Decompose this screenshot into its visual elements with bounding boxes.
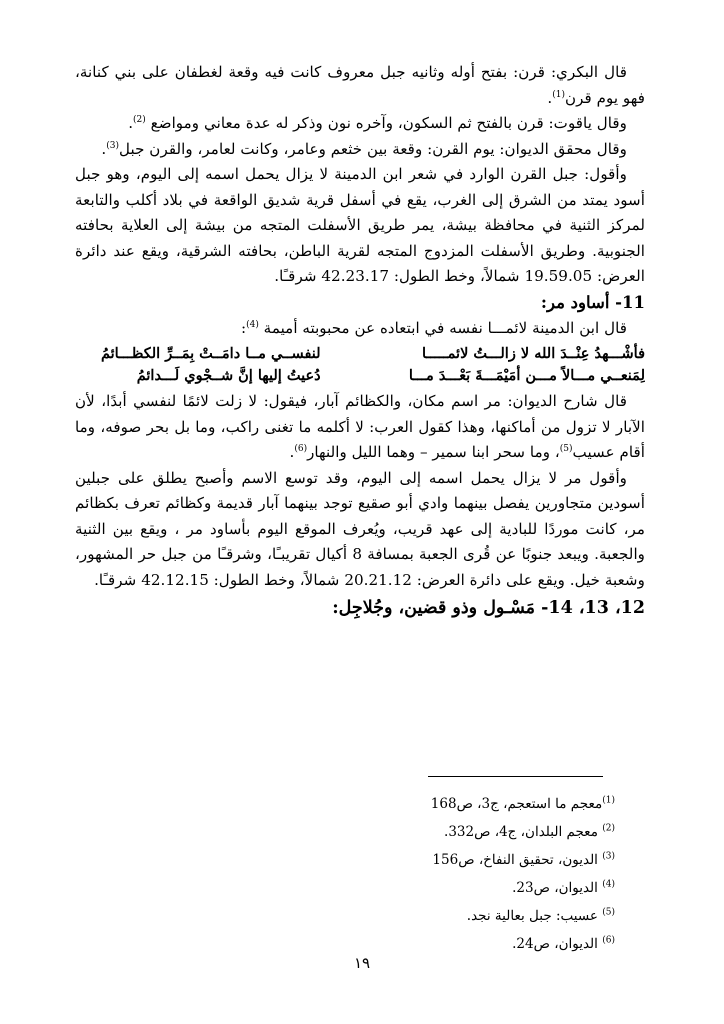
paragraph-yaqut: وقال ياقوت: قرن بالفتح ثم السكون، وآخره نون وذكر له عدة معاني ومواضع $^{(2)}$.	[128, 114, 627, 132]
footnote-text: الديون، تحقيق النفاخ، ص156	[432, 852, 598, 868]
paragraph-bakri: قال البكري: قرن: بفتح أوله وثانيه جبل معروف كانت فيه وقعة لغطفان على بني كنانة، فهو يوم قرن$^{(1)}$.	[75, 63, 645, 107]
footnote-mark: (4)	[602, 879, 615, 890]
verse-line	[75, 365, 645, 387]
footnote	[75, 846, 615, 874]
footnote-mark: (6)	[602, 935, 615, 946]
footnote-text: الديوان، ص23.	[512, 880, 598, 896]
verse-first-hemistich: لِمَنعــي مـــالاً مـــن أمَيْمَـــةَ بَعْـــدَ مـــا	[408, 367, 645, 384]
footnote-mark: (3)	[602, 851, 615, 862]
footnote-text: الديوان، ص24.	[512, 936, 598, 952]
footnote-ref[interactable]: (5)	[559, 443, 573, 454]
footnote-text: معجم البلدان، ج4، ص332.	[444, 824, 598, 840]
footnote	[75, 874, 615, 902]
paragraph-author-marr	[75, 466, 645, 594]
section-heading-12-14: 12، 13، 14- مَسْـول وذو قضين، وجُلاجِل:	[332, 598, 645, 618]
footnote-divider	[428, 776, 603, 777]
footnotes	[75, 790, 615, 958]
footnote-text: معجم ما استعجم، ج3، ص168	[430, 796, 603, 812]
paragraph-text: وما سحر ابنا سمير – وهما الليل والنهار	[307, 443, 551, 461]
footnote-ref[interactable]: (6)	[294, 443, 308, 454]
verse-second-hemistich: لنفســي مــا دامَــتْ بِمَــرِّ الكظـــائمُ	[100, 345, 321, 362]
paragraph-text: وقال محقق الديوان: يوم القرن: وقعة بين خثعم وعامر، وكانت لعامر، والقرن جبل	[119, 139, 627, 158]
paragraph-text: وأقول: جبل القرن الوارد في شعر ابن الدمينة لا يزال يحمل اسمه إلى اليوم، وهو جبل أسود يمتد من الشرق إلى الغرب، يقع في أسفل قرية شديق الواقعة في بلاد أكلب والتابعة لمركز الثنية في محافظة بيشة، يمر طريق الأسفلت المتجه من بيشة إلى العلاية بحافته الجنوبية. وطريق الأسفلت المزدوج المتجه لقرية الباطن، بحافته الشرقية، ويقع عند دائرة العرض: 19.59.05 شمالاً، وخط الطول: 42.23.17 شرقـًا.	[75, 165, 645, 285]
paragraph-text: قال البكري: قرن: بفتح أوله وثانيه جبل معروف كانت فيه وقعة لغطفان على بني كنانة، فهو يوم قرن	[75, 63, 645, 107]
paragraph-muhaqqiq: وقال محقق الديوان: يوم القرن: وقعة بين خثعم وعامر، وكانت لعامر، والقرن جبل$^{(3)}$.	[101, 139, 627, 158]
footnote-ref[interactable]: (3)	[106, 140, 119, 151]
paragraph-text: وأقول مر لا يزال يحمل اسمه إلى اليوم، وقد توسع الاسم وأصبح يطلق على جبلين أسودين متجاورين يفصل بينهما وادي أبو صقيع توجد بينهما آبار قديمة وكظائم تعرف بكظائم مر، كانت موردًا للبادية إلى عهد قريب، ويُعرف الموقع اليوم بأساود مر ، ويقع بين الثنية والجعبة. ويبعد جنوبًا عن قُرى الجعبة بمسافة 8 أكيال تقريبـًا، وشرقـًا من جبل حر المشهور، وشعبة خيل. ويقع على دائرة العرض: 20.21.12 شمالاً، وخط الطول: 42.12.15 شرقـًا.	[75, 468, 645, 589]
footnote-ref[interactable]: (1)	[552, 89, 565, 100]
footnote-ref[interactable]: (4)	[246, 319, 259, 330]
paragraph-text: قال ابن الدمينة لائمـــا نفسه في ابتعاده عن محبوبته أميمة	[263, 318, 627, 337]
paragraph-text: وقال ياقوت: قرن بالفتح ثم السكون، وآخره نون وذكر له عدة معاني ومواضع	[150, 114, 627, 132]
paragraph-commentary: قال شارح الديوان: مر اسم مكان، والكظائم آبار، فيقول: لا زلت لائمًا لنفسي أبدًا، لأن الآبار لا تزول من أماكنها، وهذا كقول العرب: لا أكلمه ما تغنى راكب، وما بل بحر صوفه، وما أقام عسيب$^{(5)}$، وما سحر ابنا سمير – وهما الليل والنهار$^{(6)}$.	[75, 392, 645, 461]
page-body	[75, 60, 645, 623]
paragraph-author-qarn	[75, 162, 645, 290]
footnote-mark: (2)	[602, 823, 615, 834]
verse-line	[75, 343, 645, 365]
verse-second-hemistich: دُعيتُ إليها إنَّ شــجْوي لَـــدائمُ	[136, 367, 321, 384]
footnote-ref[interactable]: (2)	[133, 114, 146, 125]
footnote	[75, 902, 615, 930]
verse-first-hemistich: فأشْـــهدُ عِنْــدَ الله لا زالـــتُ لائمـــــا	[422, 345, 645, 362]
footnote	[75, 790, 615, 818]
section-heading-11: 11- أساود مر:	[540, 292, 645, 312]
footnote-mark: (1)	[602, 795, 615, 806]
footnote-text: عسيب: جبل بعالية نجد.	[466, 908, 598, 924]
poem-verses	[75, 343, 645, 387]
page-number: ١٩	[353, 954, 371, 972]
footnote-mark: (5)	[602, 907, 615, 918]
footnote	[75, 818, 615, 846]
poem-intro: قال ابن الدمينة لائمـــا نفسه في ابتعاده عن محبوبته أميمة $^{(4)}$:	[240, 318, 627, 337]
paragraph-text: قال شارح الديوان: مر اسم مكان، والكظائم آبار، فيقول: لا زلت لائمًا لنفسي أبدًا، لأن الآبار لا تزول من أماكنها، وهذا كقول العرب: لا أكلمه ما تغنى راكب، وما بل بحر صوفه، وما أقام عسيب	[75, 392, 645, 461]
